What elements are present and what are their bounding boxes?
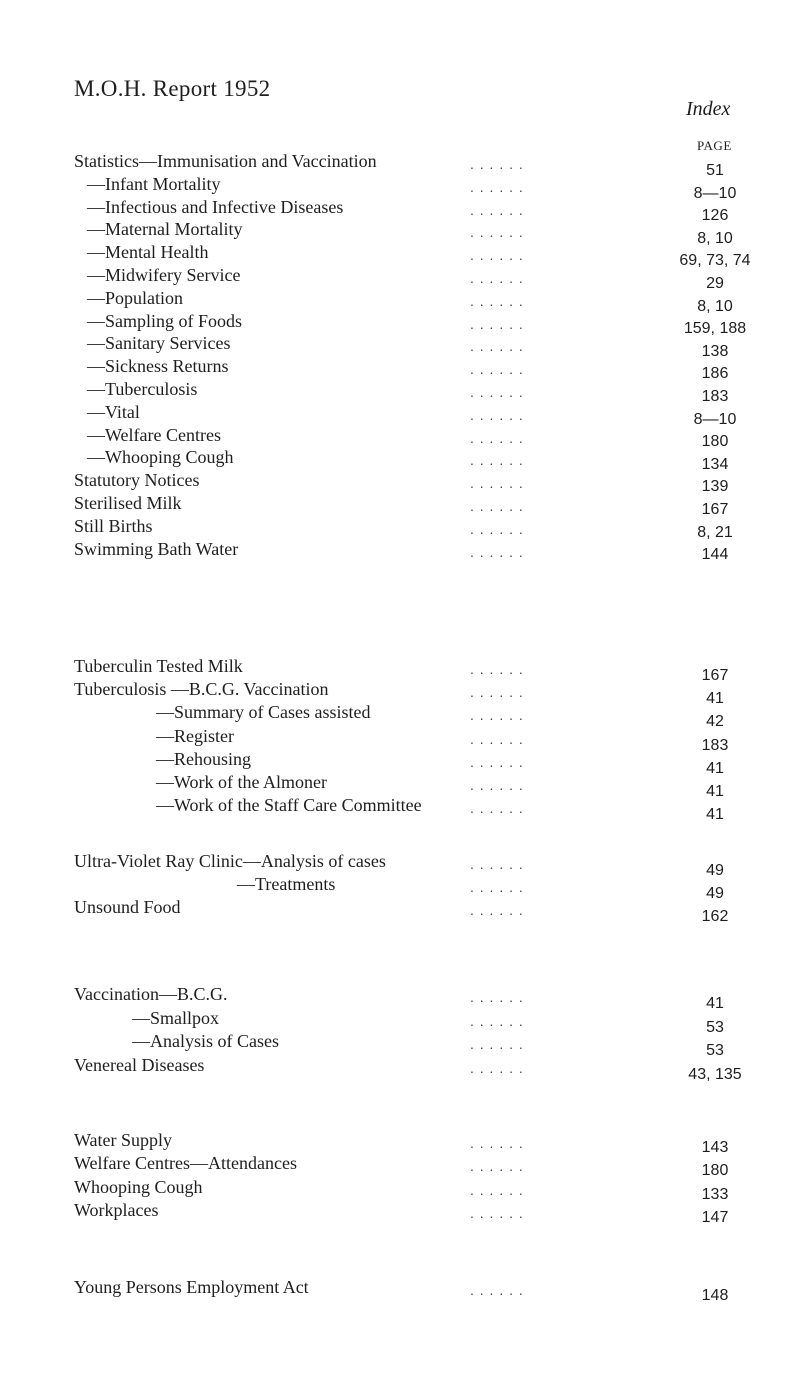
index-entry-page: 8, 10 — [697, 297, 733, 315]
index-entry-page: 8—10 — [693, 184, 737, 202]
dot-leader: . . . . . . — [470, 178, 524, 195]
index-entry-label: Vaccination—B.C.G. — [74, 984, 228, 1004]
index-entry-label: —Tuberculosis — [87, 379, 198, 399]
dot-leader: . . . . . . — [470, 707, 524, 724]
dot-leader: . . . . . . — [470, 989, 524, 1005]
dot-leader: . . . . . . — [470, 224, 524, 241]
dot-leader: . . . . . . — [470, 661, 524, 677]
index-entry-page: 41 — [706, 783, 724, 800]
index-entry-page: 139 — [701, 478, 729, 496]
index-entry-page: 41 — [706, 806, 724, 824]
dot-leader: . . . . . . — [470, 156, 524, 172]
index-entry-page: 41 — [706, 995, 724, 1012]
dot-leader: . . . . . . — [470, 1181, 524, 1198]
index-entry-label: —Welfare Centres — [87, 424, 221, 445]
index-entry-label: —Rehousing — [156, 748, 252, 769]
dot-leader: . . . . . . — [470, 475, 524, 492]
index-entry-page: 167 — [701, 501, 729, 518]
index-entry-label: —Population — [87, 287, 184, 308]
dot-leader: . . . . . . — [470, 1158, 524, 1175]
index-entry-page: 143 — [701, 1139, 729, 1156]
index-entry-label: —Infant Mortality — [87, 173, 221, 194]
index-entry-label: Still Births — [74, 515, 153, 536]
index-entry-page: 183 — [701, 736, 729, 754]
index-entry-page: 148 — [701, 1287, 729, 1304]
dot-leader: . . . . . . — [470, 1282, 524, 1298]
index-entry-page: 53 — [706, 1018, 724, 1036]
index-entry-page: 183 — [701, 388, 729, 405]
dot-leader: . . . . . . — [470, 315, 524, 332]
dot-leader: . . . . . . — [470, 406, 524, 423]
page-column-label: PAGE — [697, 138, 732, 153]
index-entry-page: 42 — [706, 713, 724, 731]
index-entry-page: 159, 188 — [683, 320, 747, 338]
index-entry-label: Welfare Centres—Attendances — [74, 1153, 297, 1174]
index-entry-page: 43, 135 — [688, 1065, 742, 1083]
index-entry-label: —Infectious and Infective Diseases — [87, 196, 344, 217]
index-entry-page: 180 — [701, 433, 729, 451]
dot-leader: . . . . . . — [470, 361, 524, 378]
index-entry-page: 69, 73, 74 — [679, 252, 751, 270]
report-title: M.O.H. Report 1952 — [74, 76, 271, 101]
index-entry-label: —Register — [156, 725, 234, 746]
dot-leader: . . . . . . — [470, 684, 524, 701]
dot-leader: . . . . . . — [470, 452, 524, 469]
index-entry-label: —Whooping Cough — [87, 447, 234, 468]
index-entry-label: Workplaces — [74, 1199, 159, 1220]
index-entry-label: —Smallpox — [132, 1007, 220, 1028]
index-entry-page: 8, 10 — [697, 229, 733, 247]
dot-leader: . . . . . . — [470, 730, 524, 747]
dot-leader: . . . . . . — [470, 777, 524, 793]
dot-leader: . . . . . . — [470, 498, 524, 514]
dot-leader: . . . . . . — [470, 856, 524, 872]
index-entry-label: Water Supply — [74, 1130, 173, 1150]
index-entry-page: 53 — [706, 1042, 724, 1059]
index-heading: Index — [686, 98, 731, 120]
index-entry-page: 49 — [706, 862, 724, 879]
index-entry-label: —Work of the Almoner — [156, 772, 328, 792]
index-entry-page: 51 — [706, 162, 724, 179]
index-entry-page: 8—10 — [693, 410, 737, 428]
dot-leader: . . . . . . — [470, 429, 524, 446]
index-entry-label: Whooping Cough — [74, 1176, 203, 1197]
index-entry-label: Unsound Food — [74, 897, 181, 917]
index-entry-label: —Maternal Mortality — [87, 219, 243, 240]
dot-leader: . . . . . . — [470, 247, 524, 264]
index-entry-label: Ultra-Violet Ray Clinic—Analysis of cases — [74, 851, 386, 871]
index-entry-page: 180 — [701, 1162, 729, 1180]
index-entry-label: —Sickness Returns — [87, 356, 229, 377]
dot-leader: . . . . . . — [470, 800, 524, 817]
index-entry-label: Young Persons Employment Act — [74, 1277, 309, 1297]
index-entry-label: Swimming Bath Water — [74, 538, 239, 559]
dot-leader: . . . . . . — [470, 201, 524, 218]
index-entry-page: 133 — [701, 1185, 729, 1203]
dot-leader: . . . . . . — [470, 1135, 524, 1151]
dot-leader: . . . . . . — [470, 879, 524, 895]
index-entry-label: —Analysis of Cases — [132, 1031, 279, 1051]
index-entry-label: —Summary of Cases assisted — [156, 702, 371, 723]
index-entry-label: Venereal Diseases — [74, 1054, 205, 1075]
dot-leader: . . . . . . — [470, 1059, 524, 1076]
dot-leader: . . . . . . — [470, 270, 524, 286]
dot-leader: . . . . . . — [470, 543, 524, 560]
index-entry-page: 144 — [701, 546, 729, 564]
dot-leader: . . . . . . — [470, 384, 524, 400]
index-entry-page: 147 — [701, 1208, 729, 1226]
dot-leader: . . . . . . — [470, 1036, 524, 1052]
index-entry-label: Statutory Notices — [74, 470, 200, 491]
index-entry-page: 134 — [701, 455, 729, 473]
index-entry-label: —Vital — [87, 401, 140, 422]
index-entry-page: 29 — [706, 275, 724, 292]
index-entry-label: —Treatments — [237, 874, 336, 894]
index-entry-label: —Mental Health — [87, 242, 209, 263]
dot-leader: . . . . . . — [470, 338, 524, 355]
index-entry-label: Tuberculin Tested Milk — [74, 656, 243, 676]
dot-leader: . . . . . . — [470, 520, 524, 537]
dot-leader: . . . . . . — [470, 902, 524, 918]
index-entry-page: 162 — [701, 908, 729, 925]
index-entry-label: Sterilised Milk — [74, 493, 182, 513]
index-entry-page: 8, 21 — [697, 523, 733, 541]
dot-leader: . . . . . . — [470, 753, 524, 770]
index-entry-page: 138 — [701, 342, 729, 360]
dot-leader: . . . . . . — [470, 1204, 524, 1221]
index-entry-label: Tuberculosis —B.C.G. Vaccination — [74, 679, 329, 700]
index-entry-page: 186 — [701, 365, 729, 383]
index-entry-page: 41 — [706, 690, 724, 708]
index-entry-page: 126 — [701, 207, 729, 225]
index-entry-label: —Work of the Staff Care Committee — [156, 795, 422, 816]
dot-leader: . . . . . . — [470, 1012, 524, 1029]
dot-leader: . . . . . . — [470, 292, 524, 309]
index-entry-label: —Sampling of Foods — [87, 310, 243, 331]
index-entry-label: Statistics—Immunisation and Vaccination — [74, 151, 377, 171]
index-entry-page: 167 — [701, 667, 729, 684]
index-entry-label: —Sanitary Services — [87, 333, 231, 354]
index-entry-page: 49 — [706, 885, 724, 902]
index-entry-label: —Midwifery Service — [87, 265, 241, 285]
index-entry-page: 41 — [706, 759, 724, 777]
